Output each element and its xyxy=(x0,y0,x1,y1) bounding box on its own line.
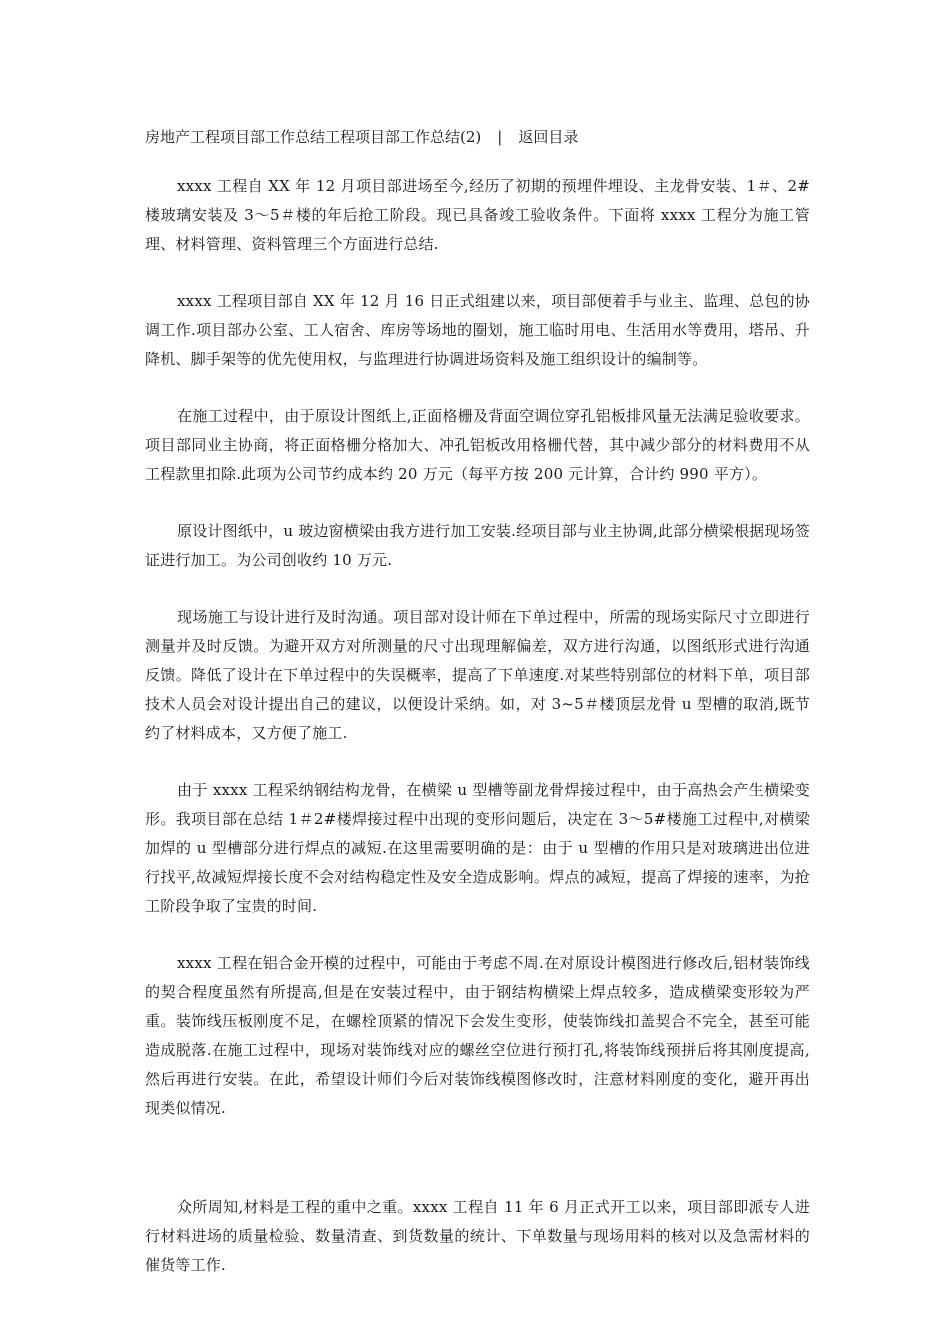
back-to-contents-link[interactable]: 返回目录 xyxy=(518,128,579,146)
document-header xyxy=(145,124,810,150)
document-page xyxy=(145,124,810,1308)
paragraph-window-beam: 原设计图纸中，u 玻边窗横梁由我方进行加工安装.经项目部与业主协调,此部分横梁根据现场签证进行加工。为公司创收约 10 万元. xyxy=(145,522,810,569)
paragraph-aluminum-mold: xxxx 工程在铝合金开模的过程中，可能由于考虑不周.在对原设计模图进行修改后,铝材装饰线的契合程度虽然有所提高,但是在安装过程中，由于钢结构横梁上焊点较多，造成横梁变形较为严重。装饰线压板刚度不足，在螺栓顶紧的情况下会发生变形，使装饰线扣盖契合不完全，甚至可能造成脱落.在施工过程中，现场对装饰线对应的螺丝空位进行预打孔,将装饰线预拼后将其刚度提高,然后再进行安装。在此，希望设计师们今后对装饰线模图修改时，注意材料刚度的变化，避开再出现类似情况. xyxy=(145,954,810,1117)
paragraph-overview: xxxx 工程自 XX 年 12 月项目部进场至今,经历了初期的预埋件埋设、主龙骨安装、1＃、2#楼玻璃安装及 3～5＃楼的年后抢工阶段。现已具备竣工验收条件。下面将 xxxx 工程分为施工管理、材料管理、资料管理三个方面进行总结. xyxy=(145,177,810,253)
header-separator: | xyxy=(497,128,503,146)
page-title: 房地产工程项目部工作总结工程项目部工作总结(2) xyxy=(145,128,482,146)
paragraph-grille-change: 在施工过程中，由于原设计图纸上,正面格栅及背面空调位穿孔铝板排风量无法满足验收要求。项目部同业主协商，将正面格栅分格加大、冲孔铝板改用格栅代替，其中减少部分的材料费用不从工程款里扣除.此项为公司节约成本约 20 万元（每平方按 200 元计算，合计约 990 平方）。 xyxy=(145,407,810,483)
paragraph-welding: 由于 xxxx 工程采纳钢结构龙骨，在横梁 u 型槽等副龙骨焊接过程中，由于高热会产生横梁变形。我项目部在总结 1＃2#楼焊接过程中出现的变形问题后，决定在 3～5#楼施工过程中,对横梁加焊的 u 型槽部分进行焊点的减短.在这里需要明确的是：由于 u 型槽的作用只是对玻璃进出位进行找平,故减短焊接长度不会对结构稳定性及安全造成影响。焊点的减短，提高了焊接的速率，为抢工阶段争取了宝贵的时间. xyxy=(145,781,810,915)
paragraph-materials: 众所周知,材料是工程的重中之重。xxxx 工程自 11 年 6 月正式开工以来，项目部即派专人进行材料进场的质量检验、数量清查、到货数量的统计、下单数量与现场用料的核对以及急需材料的催货等工作. xyxy=(145,1198,810,1274)
paragraph-design-communication: 现场施工与设计进行及时沟通。项目部对设计师在下单过程中，所需的现场实际尺寸立即进行测量并及时反馈。为避开双方对所测量的尺寸出现理解偏差，双方进行沟通，以图纸形式进行沟通反馈。降低了设计在下单过程中的失误概率，提高了下单速度.对某些特别部位的材料下单，项目部技术人员会对设计提出自己的建议，以便设计采纳。如，对 3~5＃楼顶层龙骨 u 型槽的取消,既节约了材料成本，又方便了施工. xyxy=(145,608,810,742)
paragraph-project-setup: xxxx 工程项目部自 XX 年 12 月 16 日正式组建以来，项目部便着手与业主、监理、总包的协调工作.项目部办公室、工人宿舍、库房等场地的圈划，施工临时用电、生活用水等费用，塔吊、升降机、脚手架等的优先使用权，与监理进行协调进场资料及施工组织设计的编制等。 xyxy=(145,292,810,368)
